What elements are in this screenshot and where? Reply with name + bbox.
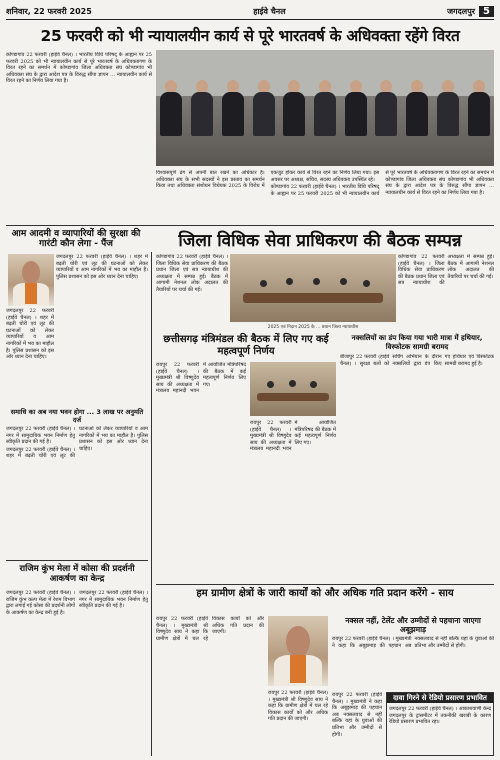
villages-body-b — [268, 690, 328, 756]
cabinet-body-a — [156, 362, 246, 582]
lead-body-left — [6, 52, 152, 222]
banner-row — [6, 228, 494, 250]
cabinet-headline: छत्तीसगढ़ मंत्रिमंडल की बैठक में लिए गए कई महत्वपूर्ण निर्णय — [163, 334, 329, 357]
cabinet-body-b — [250, 420, 336, 582]
radio-text: जगदलपुर 22 फरवरी (हाईवे चैनल) । आकाशवाणी केन्द्र जगदलपुर के ट्रांसमीटर में तकनीकी खराबी के कारण रेडियो प्रसारण प्रभावित रहा। — [389, 706, 491, 726]
cabinet-meeting-photo — [250, 362, 336, 416]
legal-meeting-photo — [230, 254, 396, 322]
masthead — [6, 4, 494, 20]
brief-1-text-cont: जगदलपुर 22 फरवरी (हाईवे चैनल) । शहर में बढ़ती चोरी एवं लूट की घटनाओं को लेकर व्यापारियों व आम नागरिकों में भय का माहौल है। पुलिस प्रशासन को इस ओर ध्यान देना चाहिए। — [6, 308, 54, 361]
legal-photo-caption: 2025 एवं निदान 2025 के ... प्रधान जिला न्यायाधीश — [267, 325, 359, 330]
legal-body-text: कोण्डागांव 22 फरवरी (हाईवे चैनल) । जिला विधिक सेवा प्राधिकरण की बैठक प्रधान जिला एवं सत्र न्यायाधीश की अध्यक्षता में सम्पन्न हुई। बैठक में आगामी नेशनल लोक अदालत की तैयारियों पर चर्चा की गई। — [156, 254, 228, 293]
legal-body-col3 — [398, 254, 494, 330]
cm-portrait — [268, 616, 328, 686]
lead-body-left-text: कोण्डागांव 22 फरवरी (हाईवे चैनल) । भारतीय विधि परिषद् के आह्वान पर 25 फरवरी 2025 को भी न्यायालयीन कार्य से पूरे भारतवर्ष के अधिवक्तागण के विरत रहने का समर्थन में कोण्डागांव जिला अधिवक्ता संघ कोण्डागांव भी अधिवक्ता संघ के द्वारा आदेश पत्र के विरुद्ध सौंपा ज्ञापन ... न्यायालयीन कार्य से विरत रहने का निर्णय लिया गया है। — [6, 52, 152, 85]
lead-photo — [156, 50, 494, 166]
radio-headline: दावा गिरने से रेडियो प्रसारण प्रभावित — [387, 693, 493, 703]
lead-headline: 25 फरवरी को भी न्यायालयीन कार्य से पूरे भारतवर्ष के अधिवक्ता रहेंगे विरत — [40, 27, 460, 45]
naxal-arms-text: बीजापुर 22 फरवरी (हाईवे चैनल) । सुरक्षा बलों को सर्चिंग अभियान के दौरान नक्सलियों द्वारा डंप किए गए हथियार एवं विस्फोटक सामग्री बरामद हुई है। — [340, 354, 494, 367]
brief-2-body — [6, 426, 148, 546]
cabinet-body-text-2: रायपुर 22 फरवरी (हाईवे चैनल) । मुख्यमंत्री श्री विष्णुदेव साय की अध्यक्षता में मंत्रालय महानदी भवन में आयोजित मंत्रिपरिषद की बैठक में कई महत्वपूर्ण निर्णय लिए गए। — [250, 420, 336, 453]
brief-1-text: जगदलपुर 22 फरवरी (हाईवे चैनल) । शहर में बढ़ती चोरी एवं लूट की घटनाओं को लेकर व्यापारियों व आम नागरिकों में भय का माहौल है। पुलिस प्रशासन को इस ओर ध्यान देना चाहिए। — [56, 254, 148, 280]
legal-body-text-2: कोण्डागांव 22 फरवरी (हाईवे चैनल) । जिला विधिक सेवा प्राधिकरण की बैठक प्रधान जिला एवं सत्र न्यायाधीश की अध्यक्षता में सम्पन्न हुई। बैठक में आगामी नेशनल लोक अदालत की तैयारियों पर चर्चा की गई। — [398, 254, 494, 287]
brief-portrait — [8, 254, 54, 306]
naxal-arms-body — [340, 354, 494, 496]
villages-body-text-2: रायपुर 22 फरवरी (हाईवे चैनल) । मुख्यमंत्री श्री विष्णुदेव साय ने कहा कि ग्रामीण क्षेत्रों में चल रहे विकास कार्यों को और अधिक गति प्रदान की जाएगी। — [268, 690, 328, 723]
brief-1-body — [56, 254, 148, 374]
page-number: 5 — [479, 6, 494, 17]
naxal-arms-headline: नक्सलियों का डंप किया गया भारी मात्रा में हथियार, विस्फोटक सामग्री बरामद — [351, 334, 483, 351]
villages-headline: हम ग्रामीण क्षेत्रों के जारी कार्यों को और अधिक गति प्रदान करेंगे - साय — [196, 588, 454, 599]
lead-body-right — [156, 170, 494, 224]
paper-name: हाईवे चैनल — [253, 7, 286, 16]
legal-body-col1 — [156, 254, 228, 330]
issue-date: शनिवार, 22 फरवरी 2025 — [6, 7, 92, 16]
abujhmad-headline: नक्सल नहीं, टेलेंट और उम्मीदों से पहचाना जाएगा अबूझमाड़ — [345, 616, 481, 634]
lead-body-right-text: विश्वासपूर्ण ढंग से अपनी बात रखने का अधिकार है। अधिवक्ता संघ के सभी सदस्यों ने इस प्रस्ताव का समर्थन किया तथा अधिवक्ता संशोधन विधेयक 2025 के विरोध में एकजुट होकर कार्य से विरत रहने का निर्णय लिया गया। इस अवसर पर अध्यक्ष, सचिव, सदस्य अधिवक्ता उपस्थित रहे। — [156, 170, 380, 190]
brief-2-text: जगदलपुर 22 फरवरी (हाईवे चैनल) । नगर में सामुदायिक भवन निर्माण हेतु स्वीकृति प्रदान की गई है। — [6, 426, 75, 446]
brief-3-text-cont: जगदलपुर 22 फरवरी (हाईवे चैनल) । नगर में सामुदायिक भवन निर्माण हेतु स्वीकृति प्रदान की गई है। — [79, 590, 148, 610]
abujhmad-body — [332, 636, 494, 690]
masthead-right — [447, 6, 494, 17]
abujhmad-text-cont: रायपुर 22 फरवरी (हाईवे चैनल) । मुख्यमंत्री ने कहा कि अबूझमाड़ की पहचान अब नक्सलवाद से नहीं बल्कि यहां के युवाओं की प्रतिभा और उम्मीदों से होगी। — [332, 692, 382, 738]
radio-body — [389, 706, 491, 754]
left-brief-headline: आम आदमी व व्यापारियों की सुरक्षा की गारंटी कौन लेगा - पैंज — [11, 229, 141, 249]
brief-1-body-cont — [6, 308, 54, 408]
villages-body-text: रायपुर 22 फरवरी (हाईवे चैनल) । मुख्यमंत्री श्री विष्णुदेव साय ने कहा कि ग्रामीण क्षेत्रों में चल रहे विकास कार्यों को और अधिक गति प्रदान की जाएगी। — [156, 616, 264, 642]
abujhmad-body-cont — [332, 692, 382, 756]
brief-3-body — [6, 590, 148, 754]
abujhmad-text: रायपुर 22 फरवरी (हाईवे चैनल) । मुख्यमंत्री ने कहा कि अबूझमाड़ की पहचान अब नक्सलवाद से नहीं बल्कि यहां के युवाओं की प्रतिभा और उम्मीदों से होगी। — [332, 636, 494, 649]
villages-body-a — [156, 616, 264, 756]
brief-2-headline: समाधि का अब नया भवन होगा ... 3 लाख पर अनुमति दर्ज — [10, 408, 144, 424]
legal-services-headline: जिला विधिक सेवा प्राधिकरण की बैठक सम्पन्न — [178, 230, 462, 251]
cabinet-body-text: रायपुर 22 फरवरी (हाईवे चैनल) । मुख्यमंत्री श्री विष्णुदेव साय की अध्यक्षता में मंत्रालय महानदी भवन में आयोजित मंत्रिपरिषद की बैठक में कई महत्वपूर्ण निर्णय लिए गए। — [156, 362, 246, 395]
lead-body-right-text-2: कोण्डागांव 22 फरवरी (हाईवे चैनल) । भारतीय विधि परिषद् के आह्वान पर 25 फरवरी 2025 को भी न्यायालयीन कार्य से पूरे भारतवर्ष के अधिवक्तागण के विरत रहने का समर्थन में कोण्डागांव जिला अधिवक्ता संघ कोण्डागांव भी अधिवक्ता संघ के द्वारा आदेश पत्र के विरुद्ध सौंपा ज्ञापन ... न्यायालयीन कार्य से विरत रहने का निर्णय लिया गया है। — [270, 170, 494, 197]
city-name: जगदलपुर — [447, 7, 476, 16]
brief-3-headline: राजिम कुंभ मेला में कोसा की प्रदर्शनी आकर्षण का केन्द्र — [19, 564, 135, 584]
brief-3-text: जगदलपुर 22 फरवरी (हाईवे चैनल) । राजिम कुंभ कल्प मेला में रेशम विभाग द्वारा लगाई गई कोसा की प्रदर्शनी लोगों के आकर्षण का केन्द्र बनी हुई है। — [6, 590, 75, 616]
brief-2-text-cont: जगदलपुर 22 फरवरी (हाईवे चैनल) । शहर में बढ़ती चोरी एवं लूट की घटनाओं को लेकर व्यापारियों व आम नागरिकों में भय का माहौल है। पुलिस प्रशासन को इस ओर ध्यान देना चाहिए। — [6, 426, 148, 460]
